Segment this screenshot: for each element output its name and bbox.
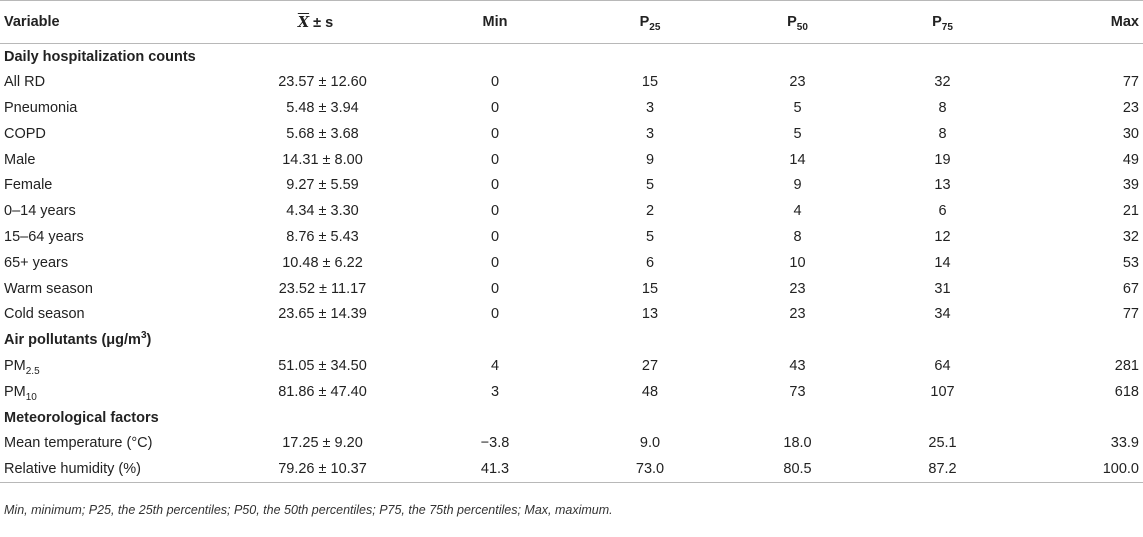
row-max: 53	[1122, 254, 1139, 271]
row-p25: 73.0	[575, 456, 725, 482]
row-p50: 73	[789, 383, 806, 400]
row-min: 3	[490, 383, 500, 400]
row-mean-sd: 10.48 ± 6.22	[282, 254, 363, 271]
table-footnote: Min, minimum; P25, the 25th percentiles; P50, the 50th percentiles; P75, the 75th percentiles; Max, maximum.	[4, 503, 613, 517]
p75-main: P	[932, 14, 942, 30]
row-p50: 8	[793, 228, 802, 245]
row-p25: 15	[641, 74, 659, 91]
row-variable: Cold season	[4, 306, 85, 323]
table-row	[0, 121, 1143, 147]
row-variable	[0, 353, 230, 379]
section-title-end: )	[146, 332, 152, 349]
p50-sub: 50	[796, 21, 808, 33]
row-p25: 3	[645, 125, 655, 142]
row-mean-sd: 79.26 ± 10.37	[230, 456, 415, 482]
row-p75: 34	[934, 306, 951, 323]
row-p50: 80.5	[725, 456, 870, 482]
row-p25: 6	[645, 254, 655, 271]
row-p25: 2	[645, 203, 655, 220]
row-p75: 13	[934, 177, 951, 194]
row-p75: 64	[934, 357, 951, 374]
p75-sub: 75	[941, 21, 953, 33]
section-row-air-pollutants	[0, 327, 1143, 353]
table-row	[0, 95, 1143, 121]
row-p50: 5	[793, 125, 802, 142]
section-row-meteorological	[0, 405, 1143, 431]
table-row	[0, 224, 1143, 250]
row-max: 77	[1122, 74, 1139, 91]
row-min: 0	[490, 99, 500, 116]
row-min: 0	[490, 306, 500, 323]
row-variable: Male	[4, 151, 36, 168]
header-row	[0, 1, 1143, 44]
row-min: 41.3	[415, 456, 575, 482]
table-row	[0, 69, 1143, 95]
table-row	[0, 250, 1143, 276]
row-p75: 107	[930, 383, 955, 400]
section-title: Meteorological factors	[4, 409, 159, 426]
row-p50: 43	[789, 357, 806, 374]
row-mean-sd: 5.68 ± 3.68	[286, 125, 359, 142]
row-p75: 31	[934, 280, 951, 297]
row-p25: 13	[641, 306, 659, 323]
row-p75: 6	[938, 203, 947, 220]
row-max: 100.0	[1015, 456, 1143, 482]
row-variable: Warm season	[4, 280, 93, 297]
header-p50	[725, 1, 870, 44]
row-p75: 19	[934, 151, 951, 168]
row-variable: Female	[4, 177, 53, 194]
row-min: 0	[490, 203, 500, 220]
variable-main: PM	[4, 357, 26, 374]
row-max: 21	[1122, 203, 1139, 220]
row-p25: 5	[645, 228, 655, 245]
table-header	[0, 1, 1143, 44]
table-row	[0, 198, 1143, 224]
row-max: 281	[1114, 357, 1139, 374]
section-row-hospitalization	[0, 44, 1143, 70]
row-p75: 25.1	[928, 435, 957, 452]
row-max: 77	[1122, 306, 1139, 323]
p25-main: P	[639, 14, 650, 30]
row-p25: 9.0	[639, 435, 661, 452]
row-p25: 15	[641, 280, 659, 297]
row-mean-sd: 51.05 ± 34.50	[278, 357, 367, 374]
row-mean-sd: 17.25 ± 9.20	[282, 435, 363, 452]
row-mean-sd: 8.76 ± 5.43	[286, 228, 359, 245]
row-max: 23	[1122, 99, 1139, 116]
row-mean-sd: 23.52 ± 11.17	[278, 280, 367, 297]
table-row	[0, 456, 1143, 482]
row-p75: 12	[934, 228, 951, 245]
row-min: 0	[490, 74, 500, 91]
variable-sub: 10	[25, 391, 37, 403]
row-p25: 27	[641, 357, 659, 374]
row-min: 4	[490, 357, 500, 374]
row-p25: 5	[645, 177, 655, 194]
row-p25: 48	[641, 383, 659, 400]
row-p50: 18.0	[783, 435, 812, 452]
row-min: 0	[490, 151, 500, 168]
row-variable: Mean temperature (°C)	[4, 435, 153, 452]
variable-main: PM	[4, 383, 26, 400]
section-title	[0, 327, 1143, 353]
row-variable: All RD	[4, 74, 46, 91]
row-p75: 14	[934, 254, 951, 271]
mean-symbol: $\overline{X}$	[297, 13, 310, 31]
table-row	[0, 430, 1143, 456]
row-p50: 9	[793, 177, 802, 194]
table-body	[0, 44, 1143, 483]
header-p75	[870, 1, 1015, 44]
row-mean-sd: 23.65 ± 14.39	[278, 306, 367, 323]
table-row	[0, 301, 1143, 327]
section-title-sup: 3	[140, 330, 147, 342]
p25-sub: 25	[649, 21, 661, 33]
row-p75: 8	[938, 99, 947, 116]
row-p75: 32	[934, 74, 951, 91]
row-min: 0	[490, 177, 500, 194]
row-p50: 14	[789, 151, 806, 168]
row-p50: 23	[789, 74, 806, 91]
table-row	[0, 147, 1143, 173]
sd-suffix: ± s	[309, 14, 334, 31]
row-max: 33.9	[1110, 435, 1139, 452]
row-max: 39	[1122, 177, 1139, 194]
row-min: 0	[490, 125, 500, 142]
row-p50: 10	[789, 254, 806, 271]
row-min: −3.8	[480, 435, 510, 452]
table-row	[0, 172, 1143, 198]
row-variable: 15–64 years	[4, 228, 84, 245]
row-max: 618	[1114, 383, 1139, 400]
row-variable: 65+ years	[4, 254, 69, 271]
variable-sub: 2.5	[25, 365, 40, 377]
row-p25: 9	[645, 151, 655, 168]
row-min: 0	[490, 280, 500, 297]
row-variable	[0, 379, 230, 405]
row-max: 30	[1122, 125, 1139, 142]
row-min: 0	[490, 254, 500, 271]
row-variable: 0–14 years	[4, 203, 76, 220]
row-mean-sd: 14.31 ± 8.00	[282, 151, 363, 168]
row-p50: 23	[789, 280, 806, 297]
row-mean-sd: 23.57 ± 12.60	[278, 74, 367, 91]
row-variable: Relative humidity (%)	[0, 456, 230, 482]
header-mean-sd	[230, 1, 415, 44]
table-row	[0, 379, 1143, 405]
row-variable: Pneumonia	[4, 99, 78, 116]
section-title: Daily hospitalization counts	[4, 48, 196, 65]
row-max: 67	[1122, 280, 1139, 297]
row-p50: 5	[793, 99, 802, 116]
header-p25	[575, 1, 725, 44]
row-max: 49	[1122, 151, 1139, 168]
row-mean-sd: 9.27 ± 5.59	[286, 177, 359, 194]
row-p50: 23	[789, 306, 806, 323]
header-max: Max	[1015, 1, 1143, 44]
row-mean-sd: 4.34 ± 3.30	[286, 203, 359, 220]
row-mean-sd: 5.48 ± 3.94	[286, 99, 359, 116]
table-row	[0, 276, 1143, 302]
row-p75: 87.2	[870, 456, 1015, 482]
table-row	[0, 353, 1143, 379]
row-mean-sd: 81.86 ± 47.40	[278, 383, 367, 400]
header-variable: Variable	[0, 1, 230, 44]
row-min: 0	[490, 228, 500, 245]
section-title-main: Air pollutants (μg/m	[4, 332, 141, 349]
row-p25: 3	[645, 99, 655, 116]
row-variable: COPD	[4, 125, 46, 142]
row-p75: 8	[938, 125, 947, 142]
row-p50: 4	[793, 203, 802, 220]
header-min: Min	[415, 1, 575, 44]
p50-main: P	[787, 14, 797, 30]
row-max: 32	[1122, 228, 1139, 245]
